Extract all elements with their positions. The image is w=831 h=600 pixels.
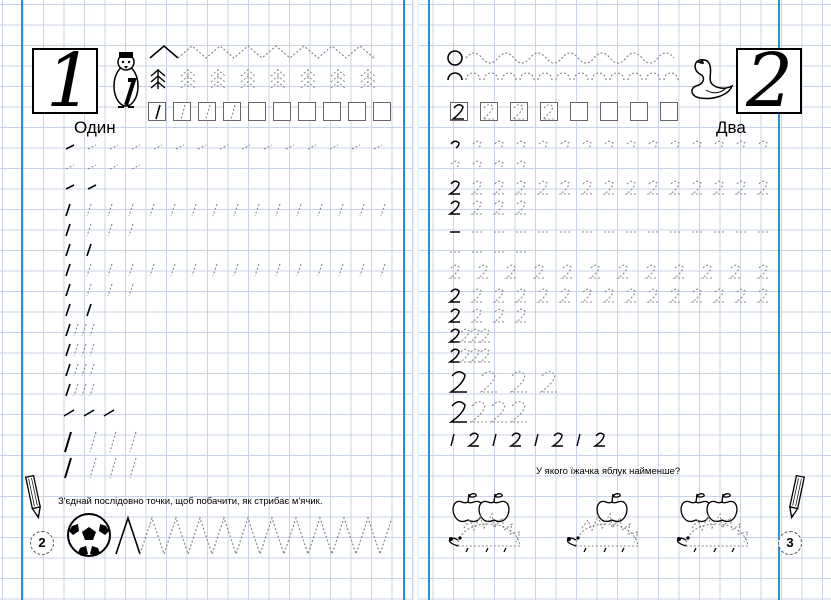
big-digit-two: 2 xyxy=(746,38,794,124)
connect-dots-instruction: З'єднай послідовно точки, щоб побачити, як стрибає м'ячик. xyxy=(58,496,323,507)
apple-icon xyxy=(597,494,627,522)
big-digit-one: 1 xyxy=(46,38,94,124)
pencil-icon xyxy=(786,474,806,520)
hedgehog-group-3 xyxy=(676,484,776,554)
page-number-right: 3 xyxy=(778,531,802,555)
book-spine xyxy=(413,0,419,600)
left-copybook-strokes xyxy=(60,140,400,490)
fir-tree-row xyxy=(148,68,388,90)
left-page-right-margin xyxy=(403,0,405,600)
bouncing-ball-zigzag xyxy=(114,516,399,556)
swan-icon xyxy=(684,52,736,102)
big-digit-two-box xyxy=(736,38,802,124)
digit-two-box-traces xyxy=(450,102,570,121)
wave-trace-row xyxy=(444,44,684,92)
zigzag-trace-row xyxy=(148,44,388,60)
apples-question: У якого їжачка яблук найменше? xyxy=(536,466,681,477)
pencil-icon xyxy=(24,474,44,520)
soccer-ball-icon xyxy=(66,512,112,558)
left-margin-line xyxy=(21,0,23,600)
hedgehog-group-1 xyxy=(448,484,556,554)
hedgehog-group-2 xyxy=(566,484,674,554)
penguin-icon xyxy=(108,50,144,110)
right-page-left-margin xyxy=(428,0,430,600)
word-two: Два xyxy=(716,118,746,137)
alternating-one-two-row xyxy=(448,432,608,448)
digit-one-box-traces xyxy=(148,102,248,121)
page-number-left: 2 xyxy=(30,531,54,555)
right-copybook-strokes xyxy=(444,138,780,448)
big-digit-one-box xyxy=(32,38,98,124)
word-one: Один xyxy=(74,118,116,137)
